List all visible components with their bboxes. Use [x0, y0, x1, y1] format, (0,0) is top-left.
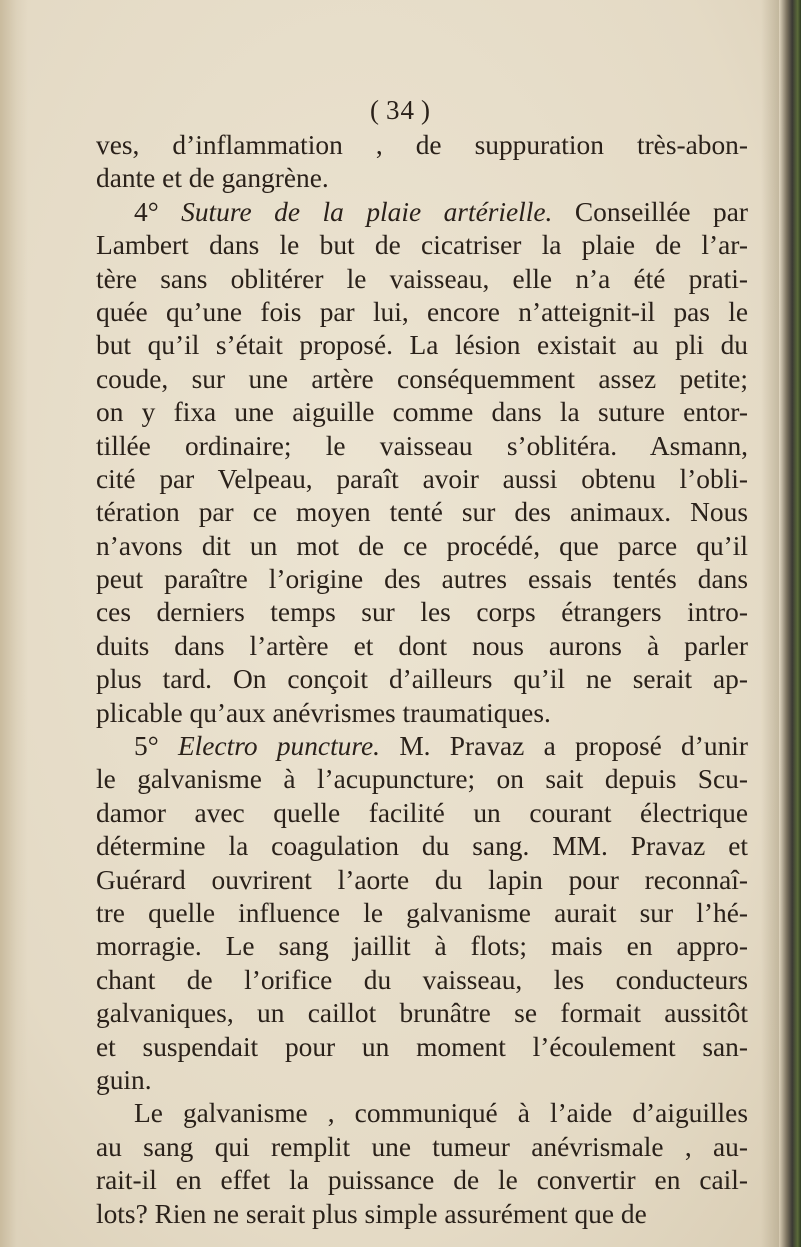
text-segment: ces derniers temps sur les corps étrangers intro-: [96, 597, 748, 628]
text-segment: M. Pravaz a proposé d’unir: [380, 731, 748, 762]
text-segment: détermine la coagulation du sang. MM. Pravaz et: [96, 831, 748, 862]
text-line: [96, 730, 748, 763]
text-line: [96, 1064, 748, 1097]
text-line: [96, 596, 748, 629]
text-line: [96, 663, 748, 696]
text-segment: Conseillée par: [552, 196, 748, 227]
text-line: [96, 763, 748, 796]
text-line: [96, 797, 748, 830]
text-segment: plicable qu’aux anévrismes traumatiques.: [96, 697, 551, 728]
text-line: [96, 296, 748, 329]
text-segment: quée qu’une fois par lui, encore n’atteignit-il pas le: [96, 296, 748, 327]
text-segment: 5°: [134, 731, 178, 762]
text-segment: tère sans oblitérer le vaisseau, elle n’a été prati-: [96, 263, 748, 294]
text-line: [96, 530, 748, 563]
text-segment: on y fixa une aiguille comme dans la suture entor-: [96, 397, 748, 428]
text-segment: Le galvanisme , communiqué à l’aide d’aiguilles: [134, 1098, 748, 1129]
text-line: [96, 162, 748, 195]
text-line: [96, 930, 748, 963]
text-line: [96, 1198, 748, 1231]
text-line: [96, 129, 748, 162]
text-line: [96, 1031, 748, 1064]
text-line: [96, 830, 748, 863]
text-segment: but qu’il s’était proposé. La lésion existait au pli du: [96, 330, 748, 361]
text-segment: Guérard ouvrirent l’aorte du lapin pour reconnaî-: [96, 864, 748, 895]
text-line: [96, 1131, 748, 1164]
text-segment: tillée ordinaire; le vaisseau s’oblitéra. Asmann,: [96, 430, 748, 461]
text-segment: ves, d’inflammation , de suppuration très-abon-: [96, 130, 748, 160]
text-segment: tre quelle influence le galvanisme aurait sur l’hé-: [96, 897, 748, 928]
text-segment: morragie. Le sang jaillit à flots; mais en appro-: [96, 931, 748, 962]
text-line: [96, 964, 748, 997]
text-segment: chant de l’orifice du vaisseau, les conducteurs: [96, 964, 748, 995]
text-line: [96, 463, 748, 496]
text-segment: dante et de gangrène.: [96, 163, 329, 194]
text-segment: cité par Velpeau, paraît avoir aussi obtenu l’obli-: [96, 463, 748, 494]
text-line: [96, 496, 748, 529]
text-segment: Lambert dans le but de cicatriser la plaie de l’ar-: [96, 230, 748, 261]
italic-heading: Electro puncture.: [177, 731, 381, 762]
text-segment: plus tard. On conçoit d’ailleurs qu’il ne serait ap-: [96, 664, 748, 695]
page-number: 34: [386, 95, 415, 125]
text-line: [96, 1164, 748, 1197]
text-line: [96, 697, 748, 730]
italic-heading: Suture de la plaie artérielle.: [181, 196, 553, 227]
text-segment: au sang qui remplit une tumeur anévrismale , au-: [96, 1131, 748, 1162]
text-segment: n’avons dit un mot de ce procédé, que parce qu’il: [96, 530, 748, 561]
page-binding-edge: [779, 0, 801, 1247]
text-segment: tération par ce moyen tenté sur des animaux. Nous: [96, 497, 748, 528]
text-line: [96, 630, 748, 663]
text-line: [96, 396, 748, 429]
text-line: [96, 563, 748, 596]
text-segment: guin.: [96, 1064, 152, 1095]
text-line: [96, 430, 748, 463]
text-segment: rait-il en effet la puissance de le convertir en cail-: [96, 1165, 748, 1196]
text-line: [96, 229, 748, 262]
text-line: [96, 329, 748, 362]
text-line: [96, 864, 748, 897]
text-segment: coude, sur une artère conséquemment assez petite;: [96, 363, 748, 394]
body-text: [96, 129, 748, 1231]
text-line: [96, 897, 748, 930]
page-edge-shade: [761, 0, 779, 1247]
text-segment: peut paraître l’origine des autres essais tentés dans: [96, 564, 748, 595]
page-gutter-shadow: [0, 0, 28, 1247]
text-line: [96, 363, 748, 396]
text-segment: 4°: [134, 196, 182, 227]
text-segment: et suspendait pour un moment l’écoulement san-: [96, 1031, 748, 1062]
header-close-paren: ): [421, 95, 431, 125]
text-line: [96, 1097, 748, 1130]
text-segment: duits dans l’artère et dont nous aurons à parler: [96, 630, 748, 661]
text-segment: damor avec quelle facilité un courant électrique: [96, 797, 748, 828]
text-segment: lots? Rien ne serait plus simple assurément que de: [96, 1198, 647, 1229]
text-segment: galvaniques, un caillot brunâtre se formait aussitôt: [96, 998, 748, 1029]
text-segment: le galvanisme à l’acupuncture; on sait depuis Scu-: [96, 764, 748, 795]
text-line: [96, 196, 748, 229]
text-line: [96, 263, 748, 296]
text-line: [96, 997, 748, 1030]
page-header: [0, 95, 801, 126]
header-open-paren: (: [370, 95, 380, 125]
